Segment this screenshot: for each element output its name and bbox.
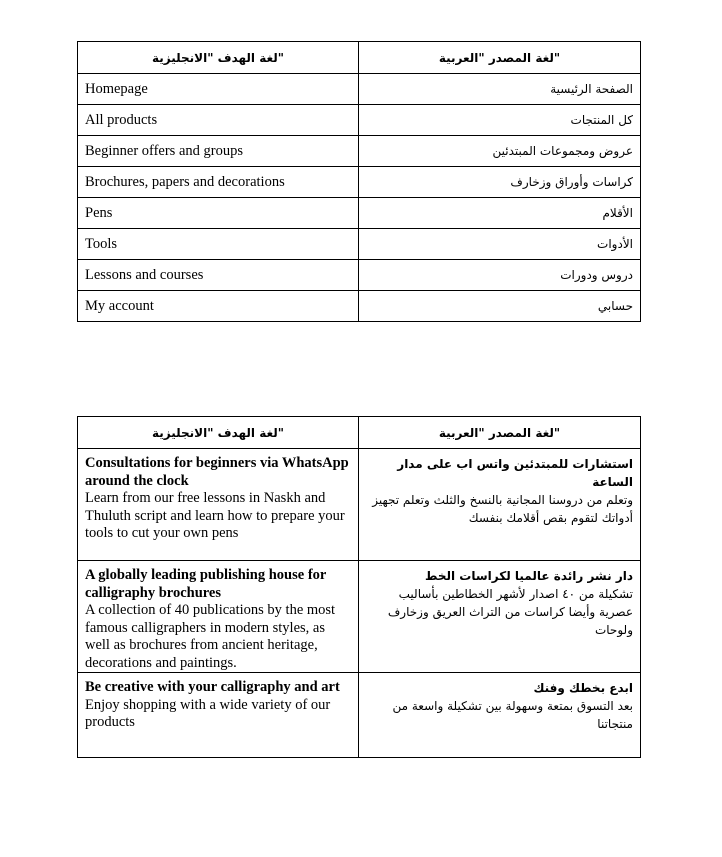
- table-row: [78, 105, 641, 136]
- content-translation-table: [77, 416, 641, 758]
- english-cell: My account: [78, 291, 359, 322]
- arabic-cell: الأقلام: [359, 198, 641, 229]
- english-cell: Beginner offers and groups: [78, 136, 359, 167]
- arabic-cell: الأدوات: [359, 229, 641, 260]
- english-cell: Pens: [78, 198, 359, 229]
- english-cell: Lessons and courses: [78, 260, 359, 291]
- menu-translation-table: [77, 41, 641, 322]
- table-row: [78, 229, 641, 260]
- arabic-cell: كل المنتجات: [359, 105, 641, 136]
- target-language-header: لغة الهدف "الانجليزية": [78, 417, 359, 449]
- english-cell: Brochures, papers and decorations: [78, 167, 359, 198]
- english-heading: A globally leading publishing house for calligraphy brochures: [85, 567, 327, 601]
- english-cell: Homepage: [78, 74, 359, 105]
- table-row: [78, 673, 641, 758]
- table-row: [78, 449, 641, 561]
- arabic-cell: دروس ودورات: [359, 260, 641, 291]
- table-row: [78, 167, 641, 198]
- arabic-cell: [359, 673, 641, 758]
- english-cell: [78, 673, 359, 758]
- table-row: [78, 198, 641, 229]
- english-heading: Be creative with your calligraphy and art: [85, 679, 340, 695]
- table-row: [78, 260, 641, 291]
- english-cell: Tools: [78, 229, 359, 260]
- table-row: [78, 561, 641, 673]
- table-row: [78, 291, 641, 322]
- table-header-row: [78, 42, 641, 74]
- english-cell: [78, 561, 359, 673]
- table-row: [78, 74, 641, 105]
- arabic-body: وتعلم من دروسنا المجانية بالنسخ والثلث وتعلم تجهيز أدواتك لتقوم بقص أقلامك بنفسك: [372, 493, 633, 525]
- table-header-row: [78, 417, 641, 449]
- arabic-cell: [359, 561, 641, 673]
- english-cell: All products: [78, 105, 359, 136]
- arabic-heading: دار نشر رائدة عالميا لكراسات الخط: [425, 569, 633, 583]
- arabic-heading: ابدع بخطك وفنك: [533, 681, 633, 695]
- table-row: [78, 136, 641, 167]
- arabic-cell: كراسات وأوراق وزخارف: [359, 167, 641, 198]
- target-language-header: لغة الهدف "الانجليزية": [78, 42, 359, 74]
- english-cell: [78, 449, 359, 561]
- arabic-cell: عروض ومجموعات المبتدئين: [359, 136, 641, 167]
- english-heading: Consultations for beginners via WhatsApp around the clock: [85, 455, 349, 489]
- source-language-header: لغة المصدر "العربية": [359, 417, 641, 449]
- english-body: A collection of 40 publications by the most famous calligraphers in modern styles, as well as brochures from ancient heritage, decorations and paintings.: [85, 602, 336, 671]
- arabic-cell: حسابي: [359, 291, 641, 322]
- english-body: Learn from our free lessons in Naskh and Thuluth script and learn how to prepare your tools to cut your own pens: [85, 490, 345, 541]
- source-language-header: لغة المصدر "العربية": [359, 42, 641, 74]
- english-body: Enjoy shopping with a wide variety of our products: [85, 696, 331, 730]
- arabic-cell: [359, 449, 641, 561]
- arabic-cell: الصفحة الرئيسية: [359, 74, 641, 105]
- arabic-body: تشكيلة من ٤٠ اصدار لأشهر الخطاطين بأساليب عصرية وأيضا كراسات من التراث العريق وزخارف ولوحات: [387, 587, 633, 637]
- arabic-body: بعد التسوق بمتعة وسهولة بين تشكيلة واسعة من منتجاتنا: [392, 699, 633, 731]
- arabic-heading: استشارات للمبتدئين واتس اب على مدار الساعة: [397, 457, 633, 489]
